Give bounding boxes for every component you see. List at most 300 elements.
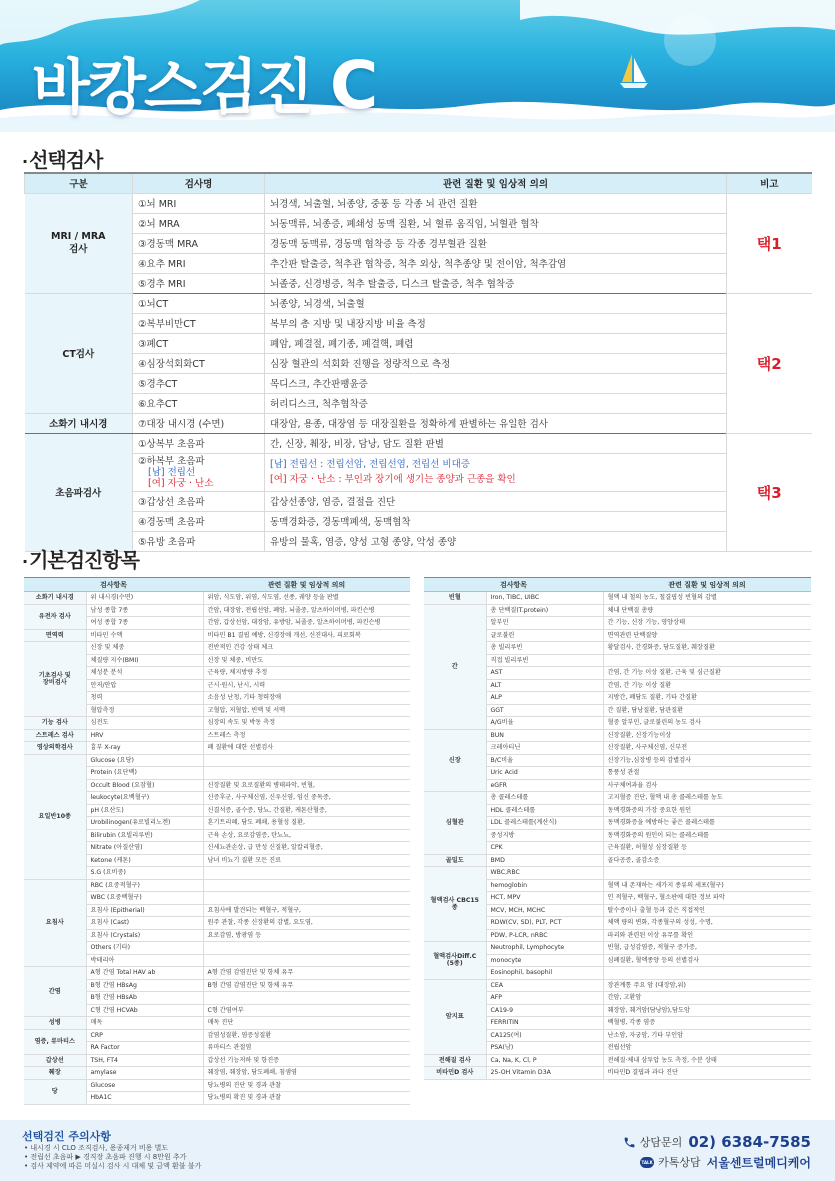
exam-desc: 뇌동맥류, 뇌종증, 폐쇄성 동맥 질환, 뇌 혈류 움직임, 뇌혈관 협착 — [265, 213, 727, 233]
basic-item: C형 간염 HCVAb — [86, 1004, 203, 1017]
basic-item: 안저/안압 — [86, 679, 203, 692]
basic-desc: 간염, 간 기능 이상 질환 — [603, 679, 811, 692]
basic-row — [24, 592, 410, 605]
basic-desc — [203, 892, 410, 905]
basic-item: 총 단백질(T.protein) — [486, 604, 603, 617]
basic-desc: 신세뇨관손상, 급 만성 신질환, 알칼리혈증, — [203, 842, 410, 855]
contact-info — [623, 1132, 811, 1172]
basic-row — [24, 967, 410, 980]
basic-category: 갑상선 — [24, 1054, 86, 1067]
basic-row — [24, 642, 410, 655]
exam-desc: 경동맥 동맥류, 경동맥 협착증 등 각종 경부혈관 질환 — [265, 233, 727, 253]
basic-desc: 면역관련 단백질양 — [603, 629, 811, 642]
basic-item: A형 간염 Total HAV ab — [86, 967, 203, 980]
basic-row — [24, 629, 410, 642]
category-endoscopy: 소화기 내시경 — [25, 413, 133, 433]
basic-category: 기초검사 및 장비검사 — [24, 642, 86, 717]
basic-item: AFP — [486, 992, 603, 1005]
basic-desc: 당뇨병의 확진 및 경과 관찰 — [203, 1092, 410, 1105]
exam-desc: 뇌경색, 뇌출혈, 뇌종양, 중풍 등 각종 뇌 관련 질환 — [265, 193, 727, 213]
basic-desc: 신결석증, 골수증, 당뇨, 간질환, 케톤산혈증, — [203, 804, 410, 817]
basic-desc: 근육질환, 허혈성 심장질환 등 — [603, 842, 811, 855]
basic-row — [424, 592, 811, 605]
basic-item: BMD — [486, 854, 603, 867]
table-row — [25, 253, 812, 273]
table-row — [25, 491, 812, 511]
exam-desc: 폐암, 폐결절, 폐기종, 폐결핵, 폐렴 — [265, 333, 727, 353]
basic-item: hemoglobin — [486, 879, 603, 892]
basic-desc: 심폐질환, 혈액종양 등의 선별검사 — [603, 954, 811, 967]
basic-category: 혈액검사Diff.C (5종) — [424, 942, 486, 980]
basic-item: 글로불린 — [486, 629, 603, 642]
exam-name: ①뇌 MRI — [133, 193, 265, 213]
note-choose-2: 택2 — [727, 293, 812, 433]
basic-item: FERRITIN — [486, 1017, 603, 1030]
exam-name: ②뇌 MRA — [133, 213, 265, 233]
basic-item: Ketone (케톤) — [86, 854, 203, 867]
basic-desc: 소음성 난청, 기타 청력장애 — [203, 692, 410, 705]
header-note: 비고 — [727, 173, 812, 193]
basic-desc: 장관계통 주요 암 (대장암,위) — [603, 979, 811, 992]
table-row — [25, 393, 812, 413]
basic-desc: 요침사에 발견되는 백혈구, 적혈구, — [203, 904, 410, 917]
basic-row — [424, 1067, 811, 1080]
basic-item: monocyte — [486, 954, 603, 967]
basic-desc: 혈중 알부민, 글로불린의 농도 검사 — [603, 717, 811, 730]
basic-item: WBC,RBC — [486, 867, 603, 880]
basic-desc: 혈액 내 존재하는 세가지 종류의 세포(혈구) — [603, 879, 811, 892]
basic-desc: 요로감염, 방광염 등 — [203, 929, 410, 942]
exam-desc: 갑상선종양, 염증, 결절을 진단 — [265, 491, 727, 511]
footer-title: 선택검진 주의사항 — [22, 1130, 111, 1143]
basic-row — [24, 1017, 410, 1030]
basic-desc: 난소암, 자궁암, 기타 부인암 — [603, 1029, 811, 1042]
basic-desc — [603, 967, 811, 980]
basic-row — [24, 729, 410, 742]
basic-desc: 신증후군, 사구체신염, 신우신염, 임신 중독증, — [203, 792, 410, 805]
category-ultrasound: 초음파검사 — [25, 433, 133, 551]
basic-item: CA125(여) — [486, 1029, 603, 1042]
exam-desc: 추간판 탈출증, 척추관 협착증, 척추 외상, 척추종양 및 전이암, 척추감염 — [265, 253, 727, 273]
basic-item: TSH, FT4 — [86, 1054, 203, 1067]
basic-desc: 스트레스 측정 — [203, 729, 410, 742]
basic-table-left — [24, 577, 410, 1105]
basic-category: 요침사 — [24, 879, 86, 967]
basic-item: Others (기타) — [86, 942, 203, 955]
exam-desc: 유방의 물혹, 염증, 양성 고형 종양, 악성 종양 — [265, 531, 727, 551]
basic-desc: 빈혈, 급성감염증, 적혈구 증가증, — [603, 942, 811, 955]
header-category: 구분 — [25, 173, 133, 193]
basic-desc — [203, 954, 410, 967]
basic-item: pH (요산도) — [86, 804, 203, 817]
exam-desc: 목디스크, 추간판팽윤증 — [265, 373, 727, 393]
phone-icon — [623, 1136, 636, 1149]
select-table-header — [25, 173, 812, 193]
basic-item: B/C비율 — [486, 754, 603, 767]
basic-desc: 간암, 갑상선암, 대장암, 유방암, 뇌졸중, 알츠하이머병, 파킨슨병 — [203, 617, 410, 630]
basic-desc: 간암, 대장암, 전립선암, 폐암, 뇌졸중, 알츠하이머병, 파킨슨병 — [203, 604, 410, 617]
basic-category: 골밀도 — [424, 854, 486, 867]
basic-category: 간염 — [24, 967, 86, 1017]
table-row — [25, 333, 812, 353]
basic-item: 혈압측정 — [86, 704, 203, 717]
basic-desc — [203, 754, 410, 767]
basic-item: amylase — [86, 1067, 203, 1080]
basic-item: LDL 콜레스테롤(계산식) — [486, 817, 603, 830]
exam-desc: 대장암, 용종, 대장염 등 대장질환을 정확하게 판별하는 유일한 검사 — [265, 413, 727, 433]
basic-desc: 신장기능,심장병 등의 감별검사 — [603, 754, 811, 767]
basic-desc: 동맥경화증의 원인이 되는 콜레스테롤 — [603, 829, 811, 842]
exam-name: ⑤유방 초음파 — [133, 531, 265, 551]
basic-item: Glucose (요당) — [86, 754, 203, 767]
basic-item: 25-OH Vitamin D3A — [486, 1067, 603, 1080]
basic-category: 성병 — [24, 1017, 86, 1030]
basic-item: WBC (요중백혈구) — [86, 892, 203, 905]
basic-item: CPK — [486, 842, 603, 855]
table-row — [25, 433, 812, 453]
basic-desc: 당뇨병의 진단 및 경과 관찰 — [203, 1079, 410, 1092]
exam-name: ④심장석회화CT — [133, 353, 265, 373]
basic-item: 비타민 수액 — [86, 629, 203, 642]
basic-item: 체질량 지수(BMI) — [86, 654, 203, 667]
basic-desc: 폐 질환에 대한 선별검사 — [203, 742, 410, 755]
kakao-name[interactable]: 서울센트럴메디케어 — [706, 1155, 811, 1170]
header-exam: 검사명 — [133, 173, 265, 193]
basic-item: Bilirubin (요빌리루빈) — [86, 829, 203, 842]
basic-desc: 류마티스 관절염 — [203, 1042, 410, 1055]
basic-desc: 혈액 내 철의 농도, 철결핍성 빈혈의 감별 — [603, 592, 811, 605]
basic-row — [424, 604, 811, 617]
basic-desc: 전립선암 — [603, 1042, 811, 1055]
exam-name: ①상복부 초음파 — [133, 433, 265, 453]
basic-desc: 파괴와 관련된 이상 유무를 확인 — [603, 929, 811, 942]
basic-category: 요일반10종 — [24, 754, 86, 879]
table-row — [25, 313, 812, 333]
basic-desc: B형 간염 감염진단 및 항체 유무 — [203, 979, 410, 992]
basic-desc: 원주 관찰, 각종 신장환의 감별, 요도염, — [203, 917, 410, 930]
exam-desc-lower-abdomen: [남] 전립선 : 전립선암, 전립선염, 전립선 비대증 [여] 자궁 · 난소 : 부인과 장기에 생기는 종양과 근종을 확인 — [265, 453, 727, 491]
basic-desc — [603, 867, 811, 880]
basic-category: 췌장 — [24, 1067, 86, 1080]
basic-desc: 지방간, 폐담도 질환, 기타 간질환 — [603, 692, 811, 705]
basic-item: MCV, MCH, MCHC — [486, 904, 603, 917]
basic-desc: 신장 및 체중, 비만도 — [203, 654, 410, 667]
sailboat-icon — [618, 52, 658, 92]
basic-category: 스트레스 검사 — [24, 729, 86, 742]
basic-desc: 혼기트리혜, 담도 폐쇄, 용혈성 질환, — [203, 817, 410, 830]
basic-desc: 통풍성 관절 — [603, 767, 811, 780]
exam-name: ②복부비만CT — [133, 313, 265, 333]
basic-row — [24, 879, 410, 892]
basic-item: PDW, P-LCR, nRBC — [486, 929, 603, 942]
basic-item: CEA — [486, 979, 603, 992]
exam-desc: 허리디스크, 척추협착증 — [265, 393, 727, 413]
basic-item: B형 간염 HBsAg — [86, 979, 203, 992]
exam-desc: 심장 혈관의 석회화 진행을 정량적으로 측정 — [265, 353, 727, 373]
basic-desc: 인 적혈구, 백혈구, 혈소판에 대한 정보 파악 — [603, 892, 811, 905]
kakao-talk-icon: TALK — [640, 1157, 654, 1168]
basic-header-item: 검사항목 — [24, 578, 203, 592]
basic-item: 남성 종합 7종 — [86, 604, 203, 617]
table-row — [25, 531, 812, 551]
basic-desc: 고지혈증 진단, 혈액 내 총 콜레스테롤 농도 — [603, 792, 811, 805]
basic-item: eGFR — [486, 779, 603, 792]
basic-category: 소화기 내시경 — [24, 592, 86, 605]
basic-row — [424, 792, 811, 805]
basic-item: 요침사 (Epitherial) — [86, 904, 203, 917]
basic-row — [424, 979, 811, 992]
basic-desc: 탈수증이나 출혈 등과 같은 직접적인 — [603, 904, 811, 917]
basic-row — [24, 604, 410, 617]
basic-item: Occult Blood (요잠혈) — [86, 779, 203, 792]
basic-desc: 간염, 간 기능 이상 질환, 근육 및 심근질환 — [603, 667, 811, 680]
basic-item: RA Factor — [86, 1042, 203, 1055]
basic-desc: 근육량, 체지방량 추정 — [203, 667, 410, 680]
basic-desc — [603, 654, 811, 667]
banner-title: 바캉스검진 C — [32, 47, 377, 124]
basic-desc — [203, 992, 410, 1005]
basic-category: 빈혈 — [424, 592, 486, 605]
basic-item: 요침사 (Cast) — [86, 917, 203, 930]
basic-item: 심전도 — [86, 717, 203, 730]
basic-row — [424, 729, 811, 742]
basic-row — [24, 1067, 410, 1080]
exam-desc: 뇌종양, 뇌경색, 뇌출혈 — [265, 293, 727, 313]
footer-note: • 전립선 초음파 ▶ 경직장 초음파 진행 시 8만원 추가 — [24, 1153, 187, 1161]
exam-name: ⑦대장 내시경 (수면) — [133, 413, 265, 433]
basic-desc: 비타민D 결핍과 과다 진단 — [603, 1067, 811, 1080]
basic-desc: 백혈병, 각종 염증 — [603, 1017, 811, 1030]
basic-header-desc: 관련 질환 및 임상적 의의 — [603, 578, 811, 592]
table-row — [25, 293, 812, 313]
kakao-row[interactable] — [623, 1152, 811, 1172]
basic-desc: 황달검사, 간경화증, 담도질환, 췌장질환 — [603, 642, 811, 655]
exam-name: ⑤경추 MRI — [133, 273, 265, 293]
exam-desc: 간, 신장, 췌장, 비장, 담낭, 담도 질환 판별 — [265, 433, 727, 453]
table-row — [25, 193, 812, 213]
exam-name: ③갑상선 초음파 — [133, 491, 265, 511]
basic-category: 혈액검사 CBC15종 — [424, 867, 486, 942]
basic-item: Uric Acid — [486, 767, 603, 780]
basic-row — [24, 1079, 410, 1092]
basic-desc — [203, 879, 410, 892]
basic-item: 직접 빌리루빈 — [486, 654, 603, 667]
basic-item: 매독 — [86, 1017, 203, 1030]
table-row — [25, 373, 812, 393]
basic-desc: 비타민 B1 결핍 예방, 신경장애 개선, 신진대사, 피로회복 — [203, 629, 410, 642]
basic-row — [424, 942, 811, 955]
basic-category: 면역력 — [24, 629, 86, 642]
banner-header — [0, 0, 835, 132]
exam-name-lower-abdomen: ②하복부 초음파 [남] 전립선 [여] 자궁 · 난소 — [133, 453, 265, 491]
basic-item: Glucose — [86, 1079, 203, 1092]
basic-desc: 고혈압, 저혈압, 빈맥 및 서맥 — [203, 704, 410, 717]
table-row — [25, 511, 812, 531]
basic-row — [24, 1054, 410, 1067]
footer — [0, 1120, 835, 1181]
table-row — [25, 213, 812, 233]
basic-row — [424, 1054, 811, 1067]
basic-category: 심혈관 — [424, 792, 486, 855]
basic-item: ALT — [486, 679, 603, 692]
basic-desc: 남녀 비뇨기 질환 모든 진료 — [203, 854, 410, 867]
kakao-label: 카톡상담 — [658, 1156, 701, 1169]
basic-item: Iron, TIBC, UIBC — [486, 592, 603, 605]
basic-desc: A형 간염 감염진단 및 항체 유무 — [203, 967, 410, 980]
basic-item: S.G (요비중) — [86, 867, 203, 880]
footer-note: • 검사 제약에 따른 미실시 검사 시 대체 및 금액 환불 불가 — [24, 1162, 202, 1170]
basic-category: 염증, 류마티스 — [24, 1029, 86, 1054]
basic-desc: 전해질·체내 삼투압 농도 측정, 수분 상태 — [603, 1054, 811, 1067]
basic-category: 신장 — [424, 729, 486, 792]
basic-item: PSA(남) — [486, 1042, 603, 1055]
basic-item: Ca, Na, K, Cl, P — [486, 1054, 603, 1067]
basic-item: 신장 및 체중 — [86, 642, 203, 655]
basic-item: 여성 종합 7종 — [86, 617, 203, 630]
basic-row — [424, 854, 811, 867]
basic-desc: 간 기능, 신장 기능, 영양상태 — [603, 617, 811, 630]
basic-category: 영상의학검사 — [24, 742, 86, 755]
basic-row — [424, 867, 811, 880]
select-exam-table — [24, 172, 812, 552]
basic-table-right — [424, 577, 811, 1080]
phone-number[interactable]: 02) 6384-7585 — [688, 1133, 811, 1151]
basic-item: leukocyte(요백혈구) — [86, 792, 203, 805]
note-choose-3: 택3 — [727, 433, 812, 551]
basic-desc: 췌장염, 췌장암, 담도폐쇄, 침샘염 — [203, 1067, 410, 1080]
basic-item: BUN — [486, 729, 603, 742]
basic-category: 유전자 검사 — [24, 604, 86, 629]
basic-header-desc: 관련 질환 및 임상적 의의 — [203, 578, 410, 592]
basic-category: 전해질 검사 — [424, 1054, 486, 1067]
basic-desc: 심장의 속도 및 박동 측정 — [203, 717, 410, 730]
basic-item: 흉부 X-ray — [86, 742, 203, 755]
basic-item: Eosinophil, basophil — [486, 967, 603, 980]
basic-item: HDL 콜레스테롤 — [486, 804, 603, 817]
basic-desc: 갑상선 기능저하 및 항진증 — [203, 1054, 410, 1067]
basic-row — [24, 1029, 410, 1042]
basic-item: B형 간염 HBsAb — [86, 992, 203, 1005]
basic-desc: C형 간염여부 — [203, 1004, 410, 1017]
basic-category: 암지표 — [424, 979, 486, 1054]
basic-desc: 근시·원시, 난시, 시력 — [203, 679, 410, 692]
exam-name: ④요추 MRI — [133, 253, 265, 273]
exam-name: ⑤경추CT — [133, 373, 265, 393]
basic-category: 간 — [424, 604, 486, 729]
basic-item: Protein (요단백) — [86, 767, 203, 780]
basic-section-title: · 기본검진항목 — [22, 548, 139, 572]
basic-item: 박테리아 — [86, 954, 203, 967]
basic-header-item: 검사항목 — [424, 578, 603, 592]
basic-category: 비타민D 검사 — [424, 1067, 486, 1080]
basic-desc: 동맥경화증의 가장 중요한 원인 — [603, 804, 811, 817]
basic-item: 총 콜레스테롤 — [486, 792, 603, 805]
exam-name: ③폐CT — [133, 333, 265, 353]
basic-item: 총 빌리루빈 — [486, 642, 603, 655]
exam-desc: 동맥경화증, 경동맥폐색, 동맥협착 — [265, 511, 727, 531]
basic-item: 알부민 — [486, 617, 603, 630]
basic-item: RDW(CV, SD), PLT, PCT — [486, 917, 603, 930]
basic-desc: 전반적인 건강 상태 체크 — [203, 642, 410, 655]
basic-row — [24, 717, 410, 730]
table-row — [25, 233, 812, 253]
basic-item: 위 내시경(수면) — [86, 592, 203, 605]
basic-desc: 신장질환 및 요로질환의 병태파악, 빈혈, — [203, 779, 410, 792]
exam-name: ③경동맥 MRA — [133, 233, 265, 253]
basic-item: GGT — [486, 704, 603, 717]
select-section-title: · 선택검사 — [22, 148, 103, 172]
note-choose-1: 택1 — [727, 193, 812, 293]
basic-row — [24, 754, 410, 767]
basic-item: A/G비율 — [486, 717, 603, 730]
basic-desc: 위암, 식도암, 위염, 식도염, 선종, 궤양 등을 판별 — [203, 592, 410, 605]
exam-desc: 뇌졸중, 신경병증, 척추 탈출증, 디스크 탈출증, 척추 협착증 — [265, 273, 727, 293]
basic-item: HbA1C — [86, 1092, 203, 1105]
basic-item: 중성지방 — [486, 829, 603, 842]
basic-item: RBC (요중적혈구) — [86, 879, 203, 892]
basic-item: 요침사 (Crystals) — [86, 929, 203, 942]
basic-item: ALP — [486, 692, 603, 705]
basic-desc — [203, 942, 410, 955]
basic-item: Urobilinogen(유로빌리노겐) — [86, 817, 203, 830]
basic-desc: 사구체여과율 검사 — [603, 779, 811, 792]
phone-label: 상담문의 — [639, 1136, 683, 1149]
basic-category: 기능 검사 — [24, 717, 86, 730]
basic-desc: 골다공증, 골감소증 — [603, 854, 811, 867]
basic-row — [24, 742, 410, 755]
basic-item: CA19-9 — [486, 1004, 603, 1017]
category-ct: CT검사 — [25, 293, 133, 413]
phone-row[interactable] — [623, 1132, 811, 1152]
basic-desc: 체내 단백질 총량 — [603, 604, 811, 617]
header-disease: 관련 질환 및 임상적 의의 — [265, 173, 727, 193]
basic-desc: 신장질환, 사구체신염, 신부전 — [603, 742, 811, 755]
table-row — [25, 453, 812, 491]
basic-desc: 간 질환, 담낭질환, 담관질환 — [603, 704, 811, 717]
exam-name: ⑥요추CT — [133, 393, 265, 413]
footer-notes — [24, 1144, 201, 1171]
basic-desc: 췌장암, 췌겨암(담낭암),담도암 — [603, 1004, 811, 1017]
basic-item: HRV — [86, 729, 203, 742]
basic-item: CRP — [86, 1029, 203, 1042]
exam-name: ①뇌CT — [133, 293, 265, 313]
basic-item: AST — [486, 667, 603, 680]
table-row — [25, 353, 812, 373]
basic-desc: 감염성질환, 염증성질환 — [203, 1029, 410, 1042]
basic-desc: 체액 량의 변화, 각종혈구의 성성, 수명, — [603, 917, 811, 930]
exam-desc: 복부의 총 지방 및 내장지방 비율 측정 — [265, 313, 727, 333]
table-row — [25, 273, 812, 293]
basic-item: Nitrate (아질산염) — [86, 842, 203, 855]
basic-desc: 동맥경화증을 예방하는 좋은 콜레스테롤 — [603, 817, 811, 830]
basic-desc: 신장질환, 신장기능이상 — [603, 729, 811, 742]
basic-item: Neutrophil, Lymphocyte — [486, 942, 603, 955]
footer-note: • 내시경 시 CLO 조직검사, 용종제거 비용 별도 — [24, 1144, 169, 1152]
basic-item: 청력 — [86, 692, 203, 705]
basic-desc: 간암, 고환암 — [603, 992, 811, 1005]
basic-item: 체성분 분석 — [86, 667, 203, 680]
basic-item: HCT, MPV — [486, 892, 603, 905]
basic-desc: 매독 진단 — [203, 1017, 410, 1030]
exam-name: ④경동맥 초음파 — [133, 511, 265, 531]
basic-desc — [203, 867, 410, 880]
basic-category: 당 — [24, 1079, 86, 1104]
basic-item: 크레아티닌 — [486, 742, 603, 755]
basic-desc: 근육 손상, 요로감염증, 탄뇨뇨, — [203, 829, 410, 842]
category-mri: MRI / MRA 검사 — [25, 193, 133, 293]
table-row — [25, 413, 812, 433]
basic-desc — [203, 767, 410, 780]
